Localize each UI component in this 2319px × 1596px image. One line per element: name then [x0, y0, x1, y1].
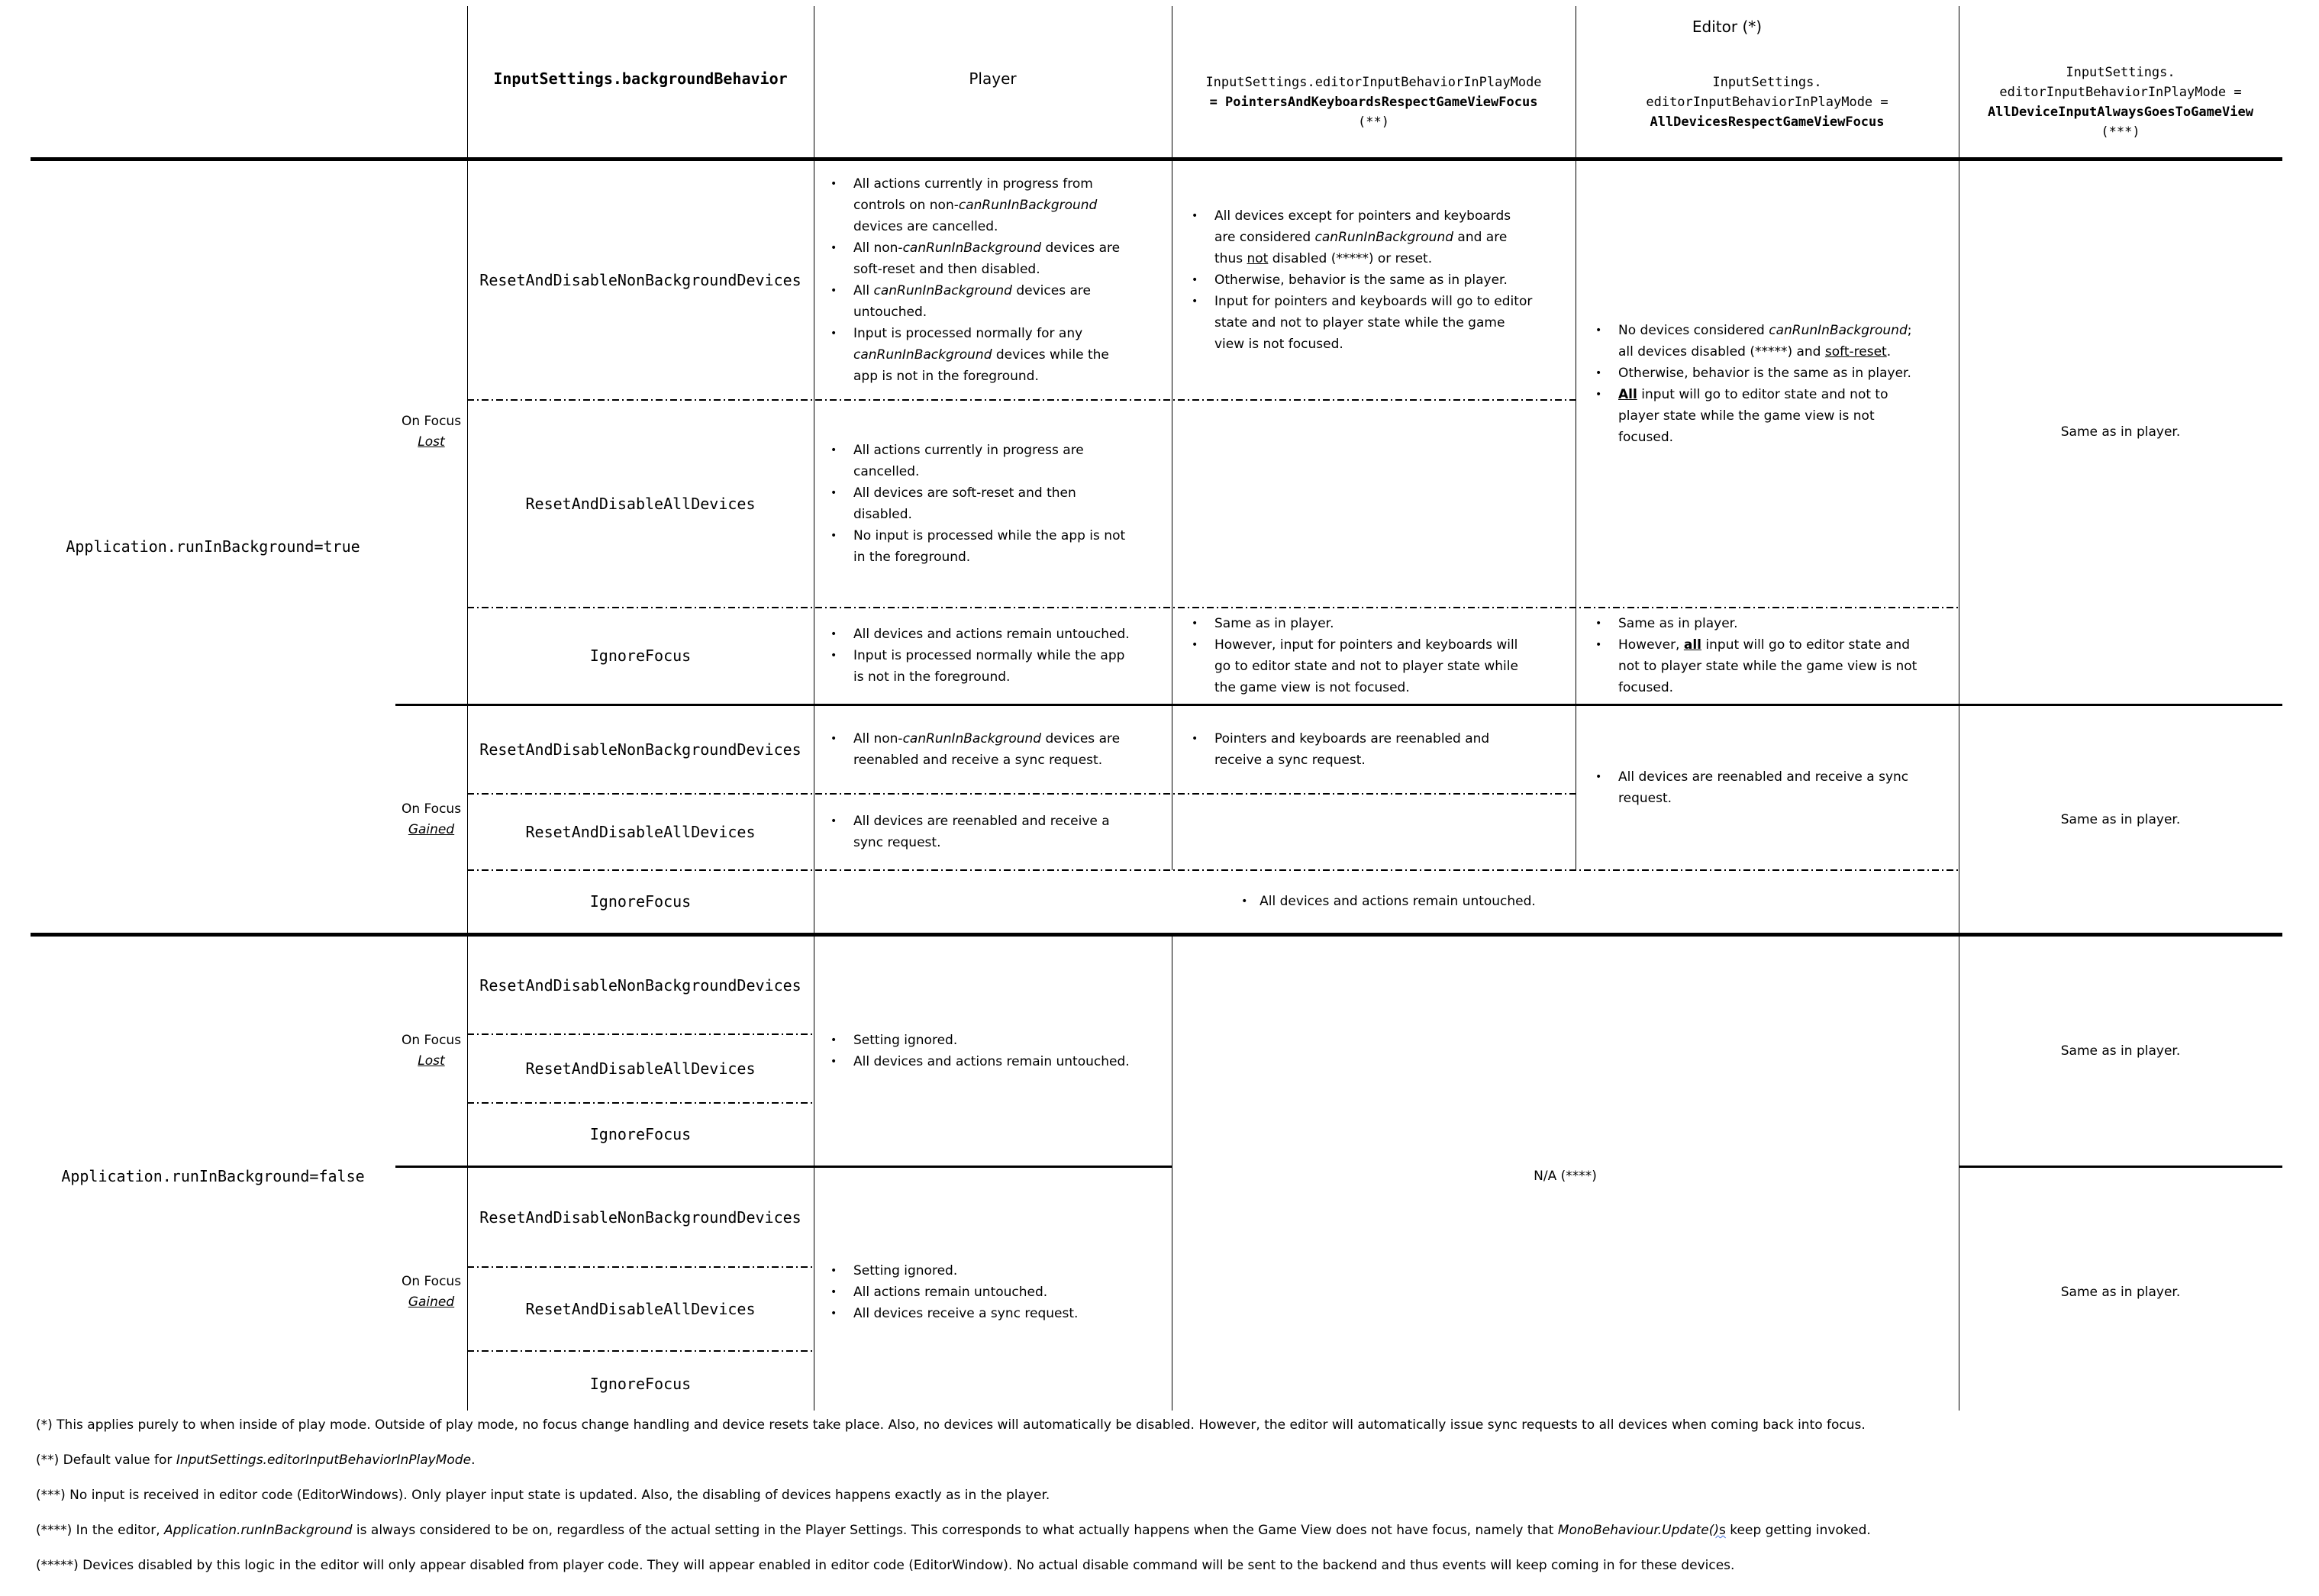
- player-cell-true-lost-ignore: • All devices and actions remain untouched. • Input is processed normally while the app is not in the foreground.: [831, 627, 1130, 685]
- row-label-on-focus-lost-true: On Focus Lost: [401, 414, 462, 450]
- player-cell-false-lost: • Setting ignored. • All devices and actions remain untouched.: [831, 1033, 1130, 1069]
- focus-divider-rule: [1959, 1166, 2282, 1168]
- player-cell-true-lost-all: • All actions currently in progress are cancelled. • All devices are soft-reset and then disabled. • No input is processed while the app is not in the foreground.: [831, 442, 1126, 565]
- row-label-on-focus-lost-false: On Focus Lost: [401, 1033, 462, 1069]
- behavior-cell: ResetAndDisableAllDevices: [525, 1059, 756, 1078]
- focus-divider-rule: [395, 704, 2282, 706]
- subrow-rule: [467, 1350, 814, 1352]
- behavior-cell: ResetAndDisableAllDevices: [525, 822, 756, 841]
- player-cell-true-gained-nonbg: • All non-canRunInBackground devices are reenabled and receive a sync request.: [831, 731, 1121, 768]
- merged-cell-true-gained-ignore: • All devices and actions remain untouched.: [1241, 894, 1536, 909]
- header-player: Player: [969, 69, 1017, 88]
- subrow-rule: [467, 869, 1959, 871]
- behavior-cell: ResetAndDisableAllDevices: [525, 1299, 756, 1318]
- header-editor-all-devices-respect: InputSettings. editorInputBehaviorInPlayMode = AllDevicesRespectGameViewFocus: [1646, 75, 1888, 130]
- subrow-rule: [467, 1266, 814, 1268]
- behavior-cell: ResetAndDisableNonBackgroundDevices: [479, 1207, 801, 1227]
- row-label-run-in-background-true: Application.runInBackground=true: [66, 537, 360, 556]
- focus-divider-rule: [395, 1166, 1172, 1168]
- behavior-cell: IgnoreFocus: [589, 646, 692, 665]
- header-rule: [31, 157, 2282, 161]
- behavior-cell: IgnoreFocus: [589, 1374, 692, 1393]
- row-label-on-focus-gained-true: On Focus Gained: [401, 801, 462, 837]
- behavior-cell: IgnoreFocus: [589, 892, 692, 911]
- row-label-run-in-background-false: Application.runInBackground=false: [61, 1167, 365, 1185]
- same-as-player-cell-false-lost: Same as in player.: [2060, 1043, 2181, 1059]
- subrow-rule: [467, 607, 1959, 608]
- footnote-3: (***) No input is received in editor code (EditorWindows). Only player input state is updated. Also, the disabling of devices happens exactly as in the player.: [36, 1488, 1050, 1503]
- header-editor-group: Editor (*): [1692, 18, 1763, 36]
- row-label-on-focus-gained-false: On Focus Gained: [401, 1273, 462, 1310]
- subrow-rule: [467, 399, 1576, 401]
- player-cell-false-gained: • Setting ignored. • All actions remain untouched. • All devices receive a sync request.: [831, 1262, 1079, 1321]
- subrow-rule: [467, 1102, 814, 1104]
- behavior-cell: ResetAndDisableNonBackgroundDevices: [479, 975, 801, 995]
- editor-pk-cell-true-lost-ignore: • Same as in player. • However, input for pointers and keyboards will go to editor state and not to player state while the game view is not focused.: [1192, 616, 1518, 695]
- player-cell-true-gained-all: • All devices are reenabled and receive a sync request.: [831, 813, 1110, 850]
- footnote-2: (**) Default value for InputSettings.editorInputBehaviorInPlayMode.: [36, 1453, 476, 1468]
- behavior-cell: ResetAndDisableNonBackgroundDevices: [479, 270, 801, 289]
- same-as-player-cell-false-gained: Same as in player.: [2060, 1284, 2181, 1300]
- na-cell: N/A (****): [1534, 1169, 1597, 1184]
- footnote-1: (*) This applies purely to when inside of play mode. Outside of play mode, no focus change handling and device resets take place. Also, no devices will automatically be disabled. However, the editor will automatically issue sync requests to all devices when coming back into focus.: [36, 1417, 1866, 1433]
- footnote-5: (*****) Devices disabled by this logic in the editor will only appear disabled from player code. They will appear enabled in editor code (EditorWindow). No actual disable command will be sent to the backend and thus events will keep coming in for these devices.: [36, 1558, 1735, 1573]
- behavior-cell: ResetAndDisableAllDevices: [525, 494, 756, 513]
- subrow-rule: [467, 1033, 814, 1035]
- player-cell-true-lost-nonbg: • All actions currently in progress from controls on non-canRunInBackground devices are cancelled. • All non-canRunInBackground devices are soft-reset and then disabled. • All canRunInBackground devices are untouched. • Input is processed normally for any canRunInBackground devices while the app is not in the foreground.: [831, 176, 1121, 384]
- footnote-4: (****) In the editor, Application.runInBackground is always considered to be on, regardless of the actual setting in the Player Settings. This corresponds to what actually happens when the Game View does not have focus, namely that MonoBehaviour.Update()s keep getting invoked.: [36, 1523, 1871, 1538]
- header-background-behavior: InputSettings.backgroundBehavior: [493, 69, 788, 88]
- header-editor-pointers-keyboards: InputSettings.editorInputBehaviorInPlayMode = PointersAndKeyboardsRespectGameViewFocus (**): [1205, 75, 1542, 130]
- column-rule: [467, 6, 468, 1411]
- editor-pk-cell-true-lost-nonbg: • All devices except for pointers and keyboards are considered canRunInBackground and are thus not disabled (*****) or reset. • Otherwise, behavior is the same as in player. • Input for pointers and keyboards will go to editor state and not to player state while the game view is not focused.: [1192, 208, 1533, 352]
- header-editor-always-goes-to-gameview: InputSettings. editorInputBehaviorInPlayMode = AllDeviceInputAlwaysGoesToGameView (***): [1988, 65, 2253, 140]
- editor-all-cell-true-lost-merged: • No devices considered canRunInBackground; all devices disabled (*****) and soft-reset. • Otherwise, behavior is the same as in player. • All input will go to editor state and not to player state while the game view is not focused.: [1595, 322, 1912, 445]
- block-divider-rule: [31, 933, 2282, 937]
- behavior-cell: ResetAndDisableNonBackgroundDevices: [479, 740, 801, 759]
- same-as-player-cell-true-gained: Same as in player.: [2060, 811, 2181, 827]
- editor-all-cell-true-lost-ignore: • Same as in player. • However, all input will go to editor state and not to player state while the game view is not focused.: [1595, 616, 1917, 695]
- editor-pk-cell-true-gained-nonbg: • Pointers and keyboards are reenabled and receive a sync request.: [1192, 731, 1490, 768]
- behavior-cell: IgnoreFocus: [589, 1125, 692, 1143]
- same-as-player-cell-true-lost: Same as in player.: [2060, 424, 2181, 440]
- editor-all-cell-true-gained-merged: • All devices are reenabled and receive a sync request.: [1595, 769, 1909, 806]
- subrow-rule: [467, 793, 1576, 795]
